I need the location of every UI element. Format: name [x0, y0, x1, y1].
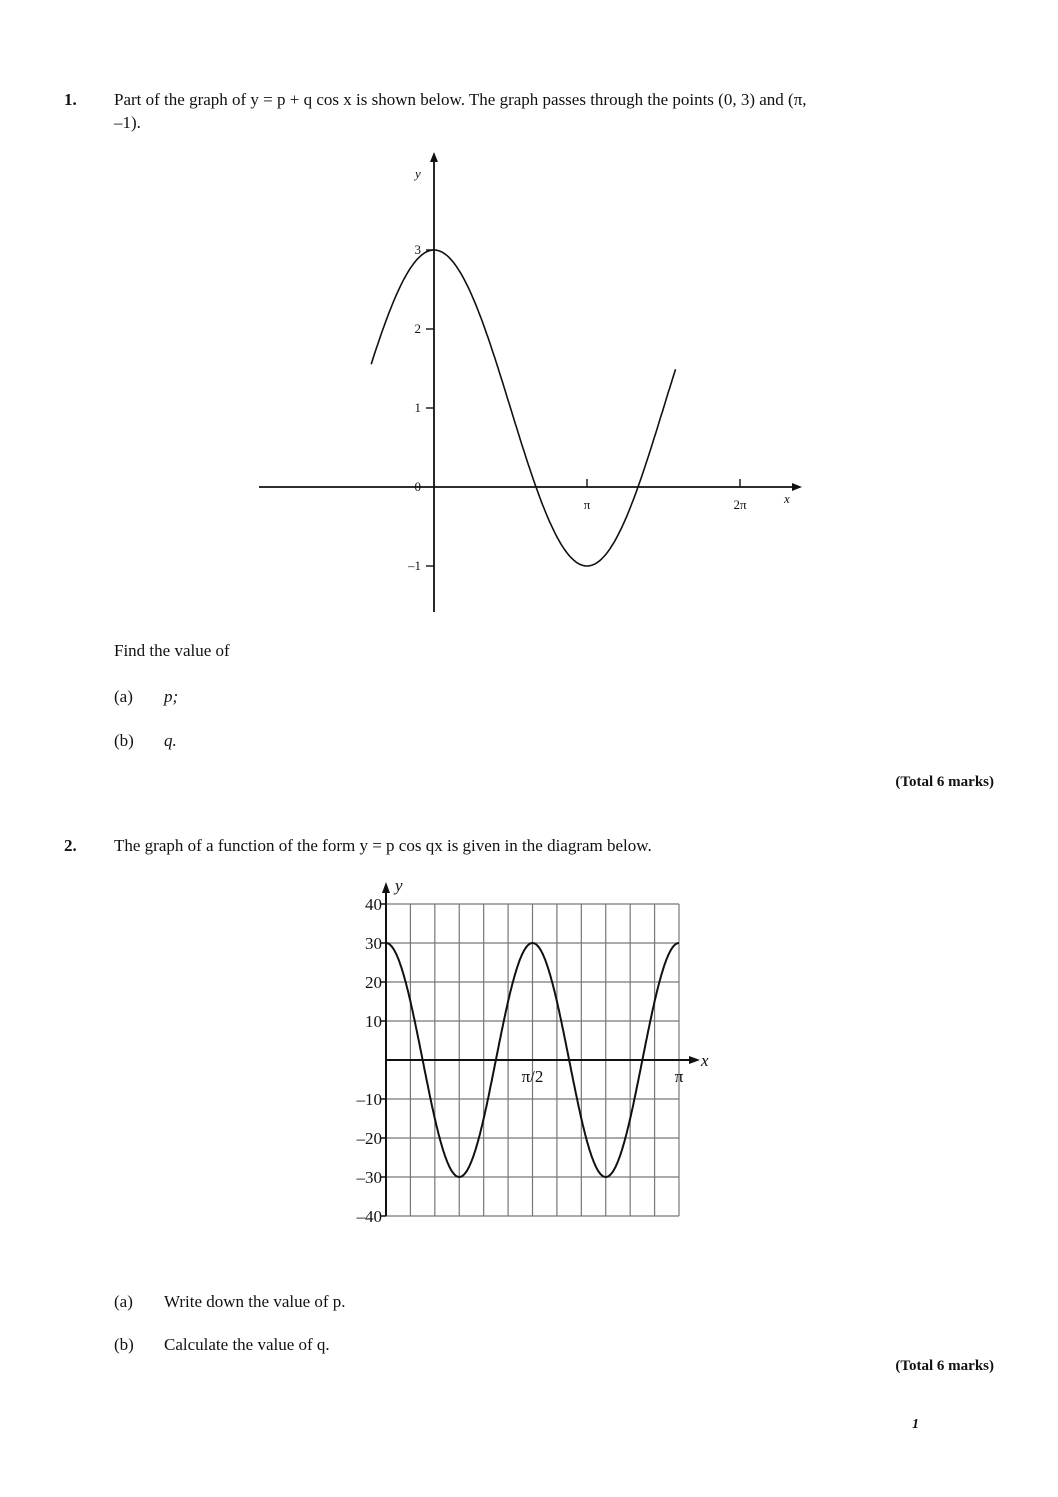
- y-tick-label: 40: [365, 895, 382, 914]
- y-tick-label: 0: [414, 479, 421, 494]
- y-axis-arrow: [382, 882, 390, 893]
- y-tick-label: 1: [414, 400, 421, 415]
- question-2-text: The graph of a function of the form y = p cos qx is given in the diagram below.: [114, 836, 652, 855]
- y-tick-label: 30: [365, 934, 382, 953]
- question-1-part-b-text: q.: [164, 731, 177, 750]
- question-1-number: 1.: [64, 90, 77, 109]
- y-axis-label: y: [395, 876, 403, 895]
- question-1-part-a-text: p;: [164, 687, 179, 706]
- y-tick-label: 2: [414, 321, 421, 336]
- question-1-total-marks: (Total 6 marks): [895, 774, 994, 790]
- question-1-text-line2: –1).: [114, 113, 141, 132]
- question-1-part-a-label: (a): [114, 687, 133, 706]
- y-tick-label: –20: [356, 1129, 382, 1148]
- x-tick-label: 2π: [733, 497, 747, 512]
- y-axis-label: y: [415, 166, 421, 181]
- question-1-part-b-label: (b): [114, 731, 134, 750]
- question-2-part-b-text: Calculate the value of q.: [164, 1335, 330, 1354]
- question-2-part-a-label: (a): [114, 1292, 133, 1311]
- x-tick-label: π: [674, 1067, 684, 1086]
- y-tick-label: –1: [408, 558, 421, 573]
- question-2-part-b-label: (b): [114, 1335, 134, 1354]
- question-2-number: 2.: [64, 836, 77, 855]
- y-tick-label: –40: [356, 1207, 382, 1226]
- y-tick-label: 3: [414, 242, 421, 257]
- question-2-total-marks: (Total 6 marks): [895, 1358, 994, 1374]
- x-axis-arrow: [689, 1056, 700, 1064]
- question-2-part-a-text: Write down the value of p.: [164, 1292, 346, 1311]
- x-axis-label: x: [701, 1051, 709, 1070]
- page-number: 1: [912, 1417, 919, 1432]
- x-tick-label: π: [583, 497, 591, 512]
- question-1-find-text: Find the value of: [114, 641, 230, 660]
- x-tick-label: π/2: [521, 1067, 544, 1086]
- x-axis-label: x: [784, 491, 790, 506]
- y-tick-label: –30: [356, 1168, 382, 1187]
- question-1-text-line1: Part of the graph of y = p + q cos x is shown below. The graph passes through the points (0, 3) and (π,: [114, 90, 807, 109]
- y-tick-label: 10: [365, 1012, 382, 1031]
- y-tick-label: 20: [365, 973, 382, 992]
- y-tick-label: –10: [356, 1090, 382, 1109]
